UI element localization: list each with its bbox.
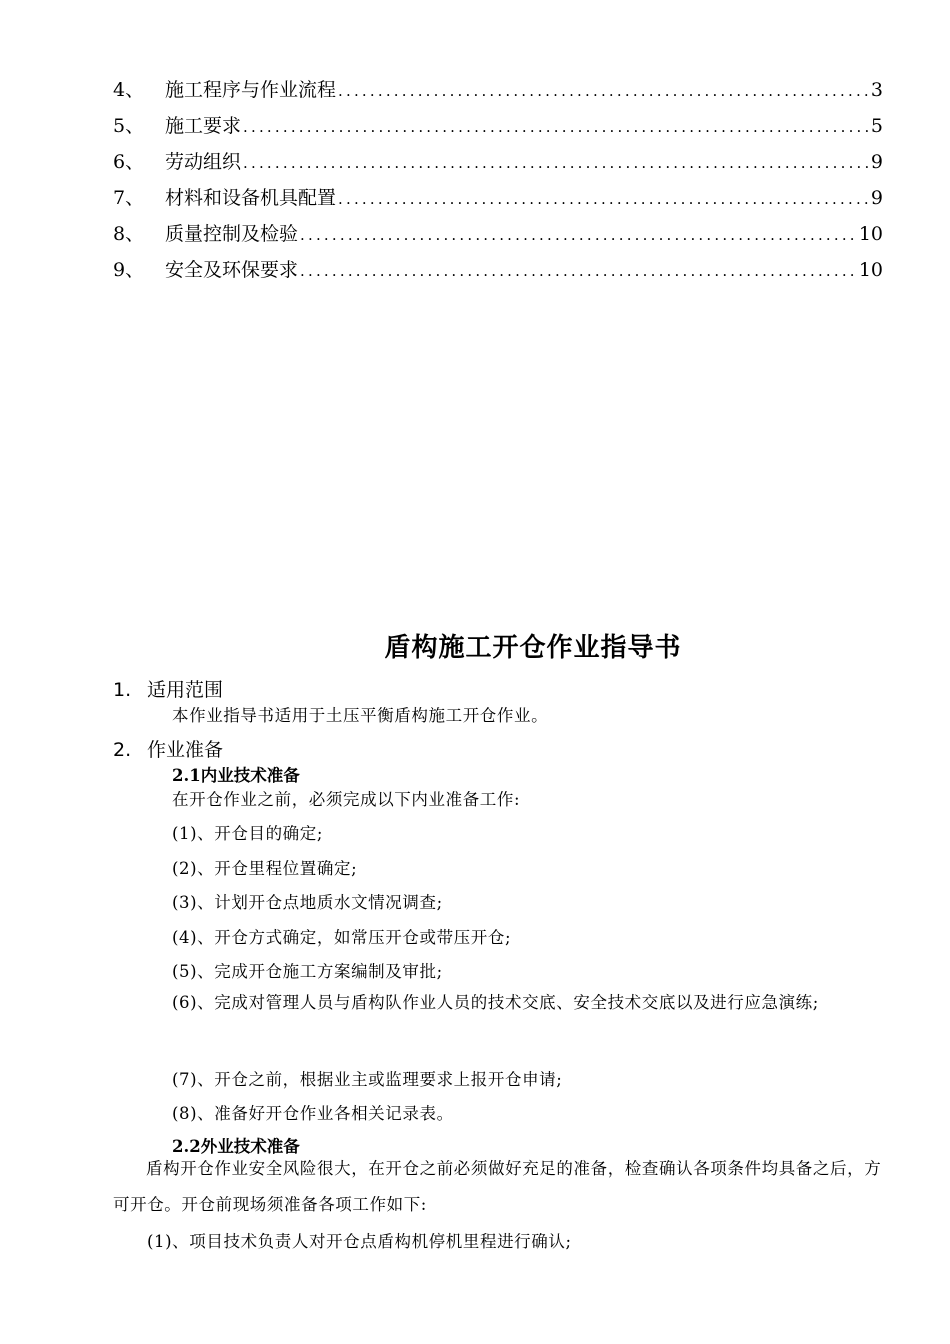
document-title: 盾构施工开仓作业指导书 xyxy=(384,633,682,663)
toc-entry[interactable] xyxy=(113,252,883,288)
section-title: 作业准备 xyxy=(147,739,224,761)
list-item: (2)、开仓里程位置确定; xyxy=(172,859,358,878)
toc-entry-page: 3 xyxy=(870,79,883,101)
toc-leader-dots xyxy=(243,109,869,145)
toc-entry-page: 9 xyxy=(870,187,883,209)
toc-entry[interactable] xyxy=(113,108,883,144)
toc-entry-page: 10 xyxy=(858,259,883,281)
toc-entry-title: 安全及环保要求 xyxy=(165,259,299,281)
table-of-contents xyxy=(113,72,883,288)
list-item: (3)、计划开仓点地质水文情况调查; xyxy=(172,893,443,912)
section-1-text: 本作业指导书适用于土压平衡盾构施工开仓作业。 xyxy=(172,706,549,725)
toc-entry-number: 5、 xyxy=(113,115,145,137)
list-item: (7)、开仓之前，根据业主或监理要求上报开仓申请; xyxy=(172,1070,563,1089)
toc-entry-number: 7、 xyxy=(113,187,145,209)
toc-entry-number: 9、 xyxy=(113,259,145,281)
toc-leader-dots xyxy=(338,181,869,217)
toc-entry-title: 劳动组织 xyxy=(165,151,242,173)
toc-entry[interactable] xyxy=(113,216,883,252)
toc-entry-title: 质量控制及检验 xyxy=(165,223,299,245)
toc-entry-number: 6、 xyxy=(113,151,145,173)
list-item: (1)、项目技术负责人对开仓点盾构机停机里程进行确认; xyxy=(147,1232,572,1251)
section-2-heading xyxy=(113,735,223,762)
subsection-2-1-intro: 在开仓作业之前，必须完成以下内业准备工作: xyxy=(172,790,521,809)
toc-entry-title: 施工要求 xyxy=(165,115,242,137)
toc-entry-page: 5 xyxy=(870,115,883,137)
subsection-2-2-intro: 盾构开仓作业安全风险很大，在开仓之前必须做好充足的准备，检查确认各项条件均具备之后，方可开仓。开仓前现场须准备各项工作如下: xyxy=(113,1159,882,1214)
toc-entry[interactable] xyxy=(113,180,883,216)
toc-leader-dots xyxy=(338,73,869,109)
list-item: (8)、准备好开仓作业各相关记录表。 xyxy=(172,1104,454,1123)
list-item: (5)、完成开仓施工方案编制及审批; xyxy=(172,962,443,981)
section-number: 2. xyxy=(113,739,132,761)
toc-leader-dots xyxy=(243,145,869,181)
toc-leader-dots xyxy=(300,217,857,253)
list-item: (4)、开仓方式确定，如常压开仓或带压开仓; xyxy=(172,928,512,947)
section-1-heading xyxy=(113,675,223,702)
toc-entry-number: 4、 xyxy=(113,79,145,101)
section-title: 适用范围 xyxy=(147,679,224,701)
list-item: (6)、完成对管理人员与盾构队作业人员的技术交底、安全技术交底以及进行应急演练; xyxy=(172,993,819,1012)
subsection-2-1-heading: 2.1内业技术准备 xyxy=(172,766,300,785)
toc-entry-title: 施工程序与作业流程 xyxy=(165,79,337,101)
toc-entry[interactable] xyxy=(113,144,883,180)
toc-entry-page: 9 xyxy=(870,151,883,173)
toc-entry[interactable] xyxy=(113,72,883,108)
subsection-2-2-heading: 2.2外业技术准备 xyxy=(172,1137,300,1156)
toc-entry-page: 10 xyxy=(858,223,883,245)
toc-entry-number: 8、 xyxy=(113,223,145,245)
list-item: (1)、开仓目的确定; xyxy=(172,824,324,843)
toc-entry-title: 材料和设备机具配置 xyxy=(165,187,337,209)
section-number: 1. xyxy=(113,679,132,701)
toc-leader-dots xyxy=(300,253,857,289)
